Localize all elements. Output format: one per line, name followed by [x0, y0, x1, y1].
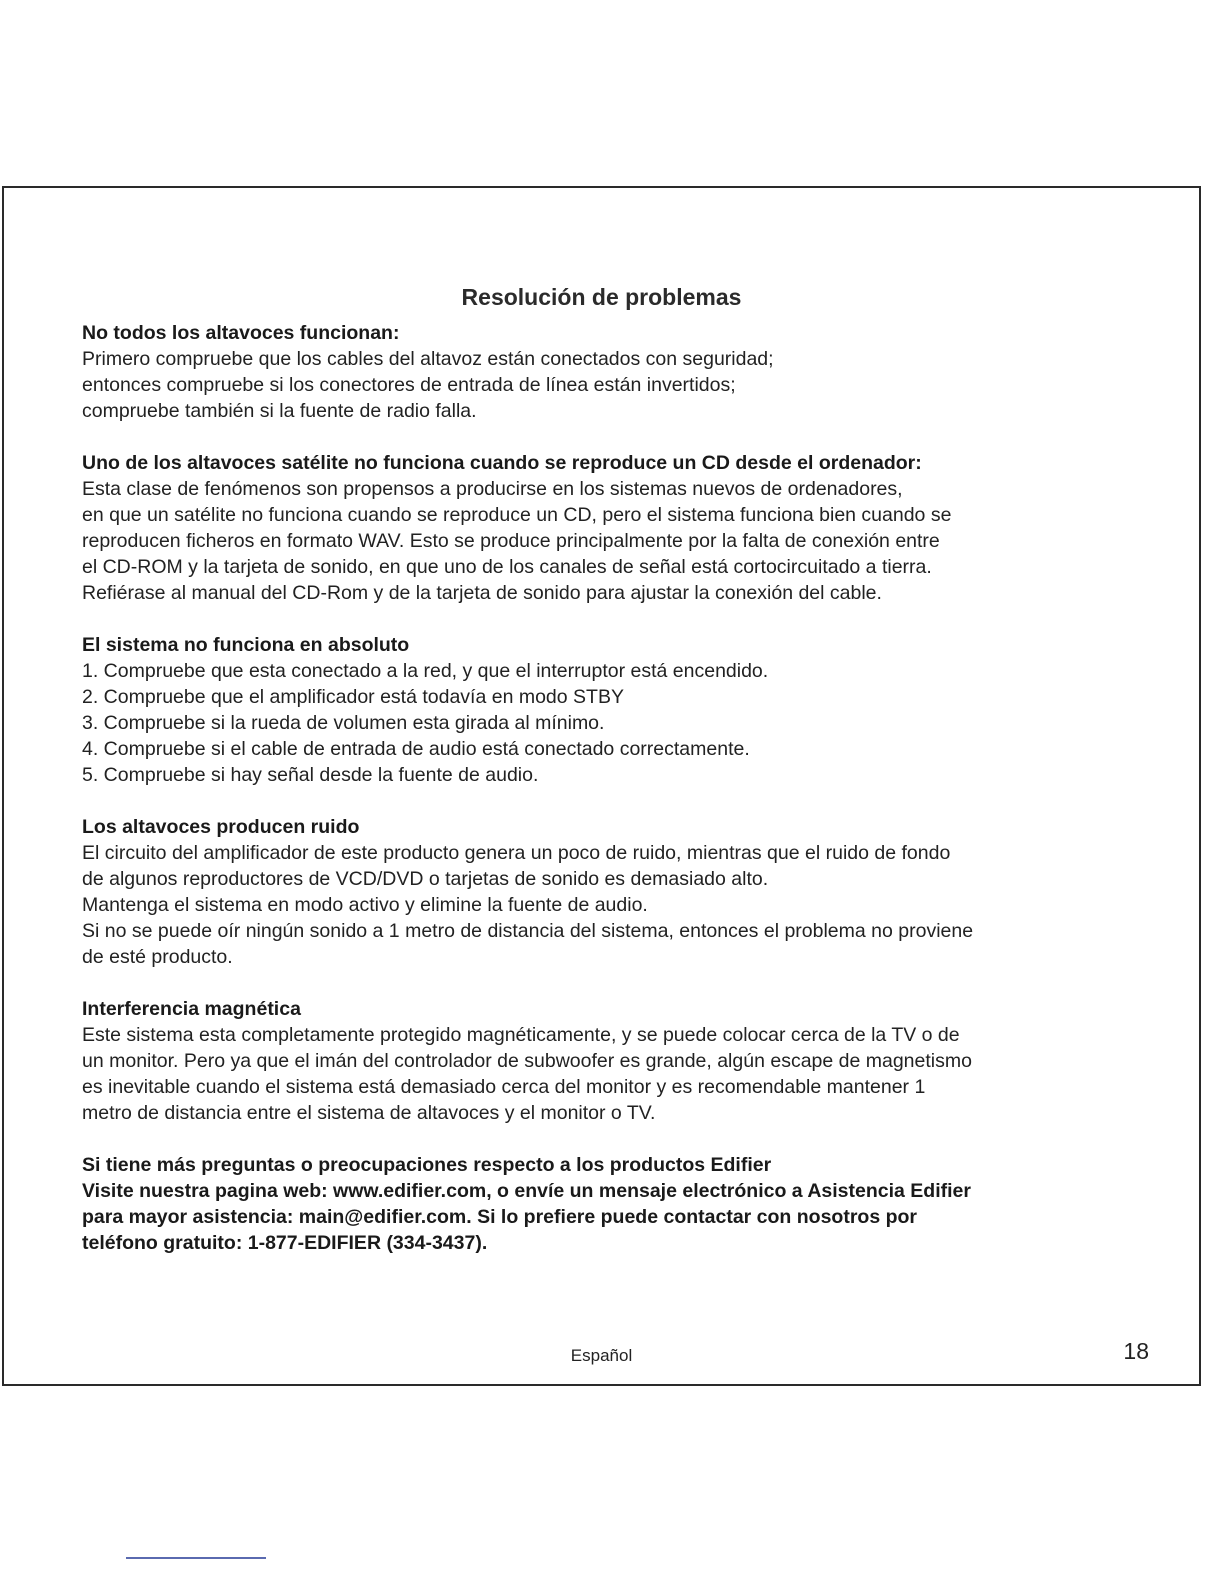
section-line: metro de distancia entre el sistema de altavoces y el monitor o TV. — [82, 1102, 656, 1124]
page-frame — [2, 186, 1201, 1386]
section-line: compruebe también si la fuente de radio falla. — [82, 400, 477, 422]
footnote-rule — [126, 1557, 266, 1559]
document-body — [82, 320, 1172, 1282]
section-line: El circuito del amplificador de este producto genera un poco de ruido, mientras que el ruido de fondo — [82, 842, 951, 864]
section-heading: Los altavoces producen ruido — [82, 816, 360, 838]
section-speakers-not-working — [82, 320, 1172, 424]
section-noise — [82, 814, 1172, 970]
page-title: Resolución de problemas — [461, 284, 742, 310]
section-line: Refiérase al manual del CD-Rom y de la tarjeta de sonido para ajustar la conexión del cable. — [82, 582, 882, 604]
section-line: en que un satélite no funciona cuando se reproduce un CD, pero el sistema funciona bien cuando se — [82, 504, 952, 526]
contact-heading: Si tiene más preguntas o preocupaciones respecto a los productos Edifier — [82, 1154, 772, 1176]
section-satellite-cd — [82, 450, 1172, 606]
contact-line: Visite nuestra pagina web: www.edifier.com, o envíe un mensaje electrónico a Asistencia Edifier — [82, 1180, 971, 1202]
section-line: un monitor. Pero ya que el imán del controlador de subwoofer es grande, algún escape de magnetismo — [82, 1050, 972, 1072]
section-line: entonces compruebe si los conectores de entrada de línea están invertidos; — [82, 374, 736, 396]
list-item: 3. Compruebe si la rueda de volumen esta girada al mínimo. — [82, 712, 605, 734]
section-line: el CD-ROM y la tarjeta de sonido, en que uno de los canales de señal está cortocircuitado a tierra. — [82, 556, 932, 578]
section-line: Esta clase de fenómenos son propensos a producirse en los sistemas nuevos de ordenadores, — [82, 478, 903, 500]
section-heading: El sistema no funciona en absoluto — [82, 634, 410, 656]
section-line: Mantenga el sistema en modo activo y elimine la fuente de audio. — [82, 894, 648, 916]
section-line: Primero compruebe que los cables del altavoz están conectados con seguridad; — [82, 348, 774, 370]
section-heading: Uno de los altavoces satélite no funciona cuando se reproduce un CD desde el ordenador: — [82, 452, 922, 474]
section-magnetic-interference — [82, 996, 1172, 1126]
section-heading: No todos los altavoces funcionan: — [82, 322, 400, 344]
list-item: 1. Compruebe que esta conectado a la red, y que el interruptor está encendido. — [82, 660, 769, 682]
list-item: 5. Compruebe si hay señal desde la fuente de audio. — [82, 764, 539, 786]
section-line: de algunos reproductores de VCD/DVD o tarjetas de sonido es demasiado alto. — [82, 868, 769, 890]
section-line: es inevitable cuando el sistema está demasiado cerca del monitor y es recomendable mantener 1 — [82, 1076, 926, 1098]
list-item: 4. Compruebe si el cable de entrada de audio está conectado correctamente. — [82, 738, 750, 760]
contact-line: para mayor asistencia: main@edifier.com. Si lo prefiere puede contactar con nosotros por — [82, 1206, 918, 1228]
footer-language: Español — [570, 1346, 633, 1365]
section-heading: Interferencia magnética — [82, 998, 301, 1020]
list-item: 2. Compruebe que el amplificador está todavía en modo STBY — [82, 686, 624, 708]
section-contact — [82, 1152, 1172, 1256]
section-line: de esté producto. — [82, 946, 233, 968]
section-line: reproducen ficheros en formato WAV. Esto se produce principalmente por la falta de conexión entre — [82, 530, 940, 552]
section-line: Si no se puede oír ningún sonido a 1 metro de distancia del sistema, entonces el problema no proviene — [82, 920, 974, 942]
contact-line: teléfono gratuito: 1-877-EDIFIER (334-3437). — [82, 1232, 488, 1254]
section-line: Este sistema esta completamente protegido magnéticamente, y se puede colocar cerca de la TV o de — [82, 1024, 960, 1046]
page-number: 18 — [1123, 1338, 1149, 1364]
section-system-not-working — [82, 632, 1172, 788]
